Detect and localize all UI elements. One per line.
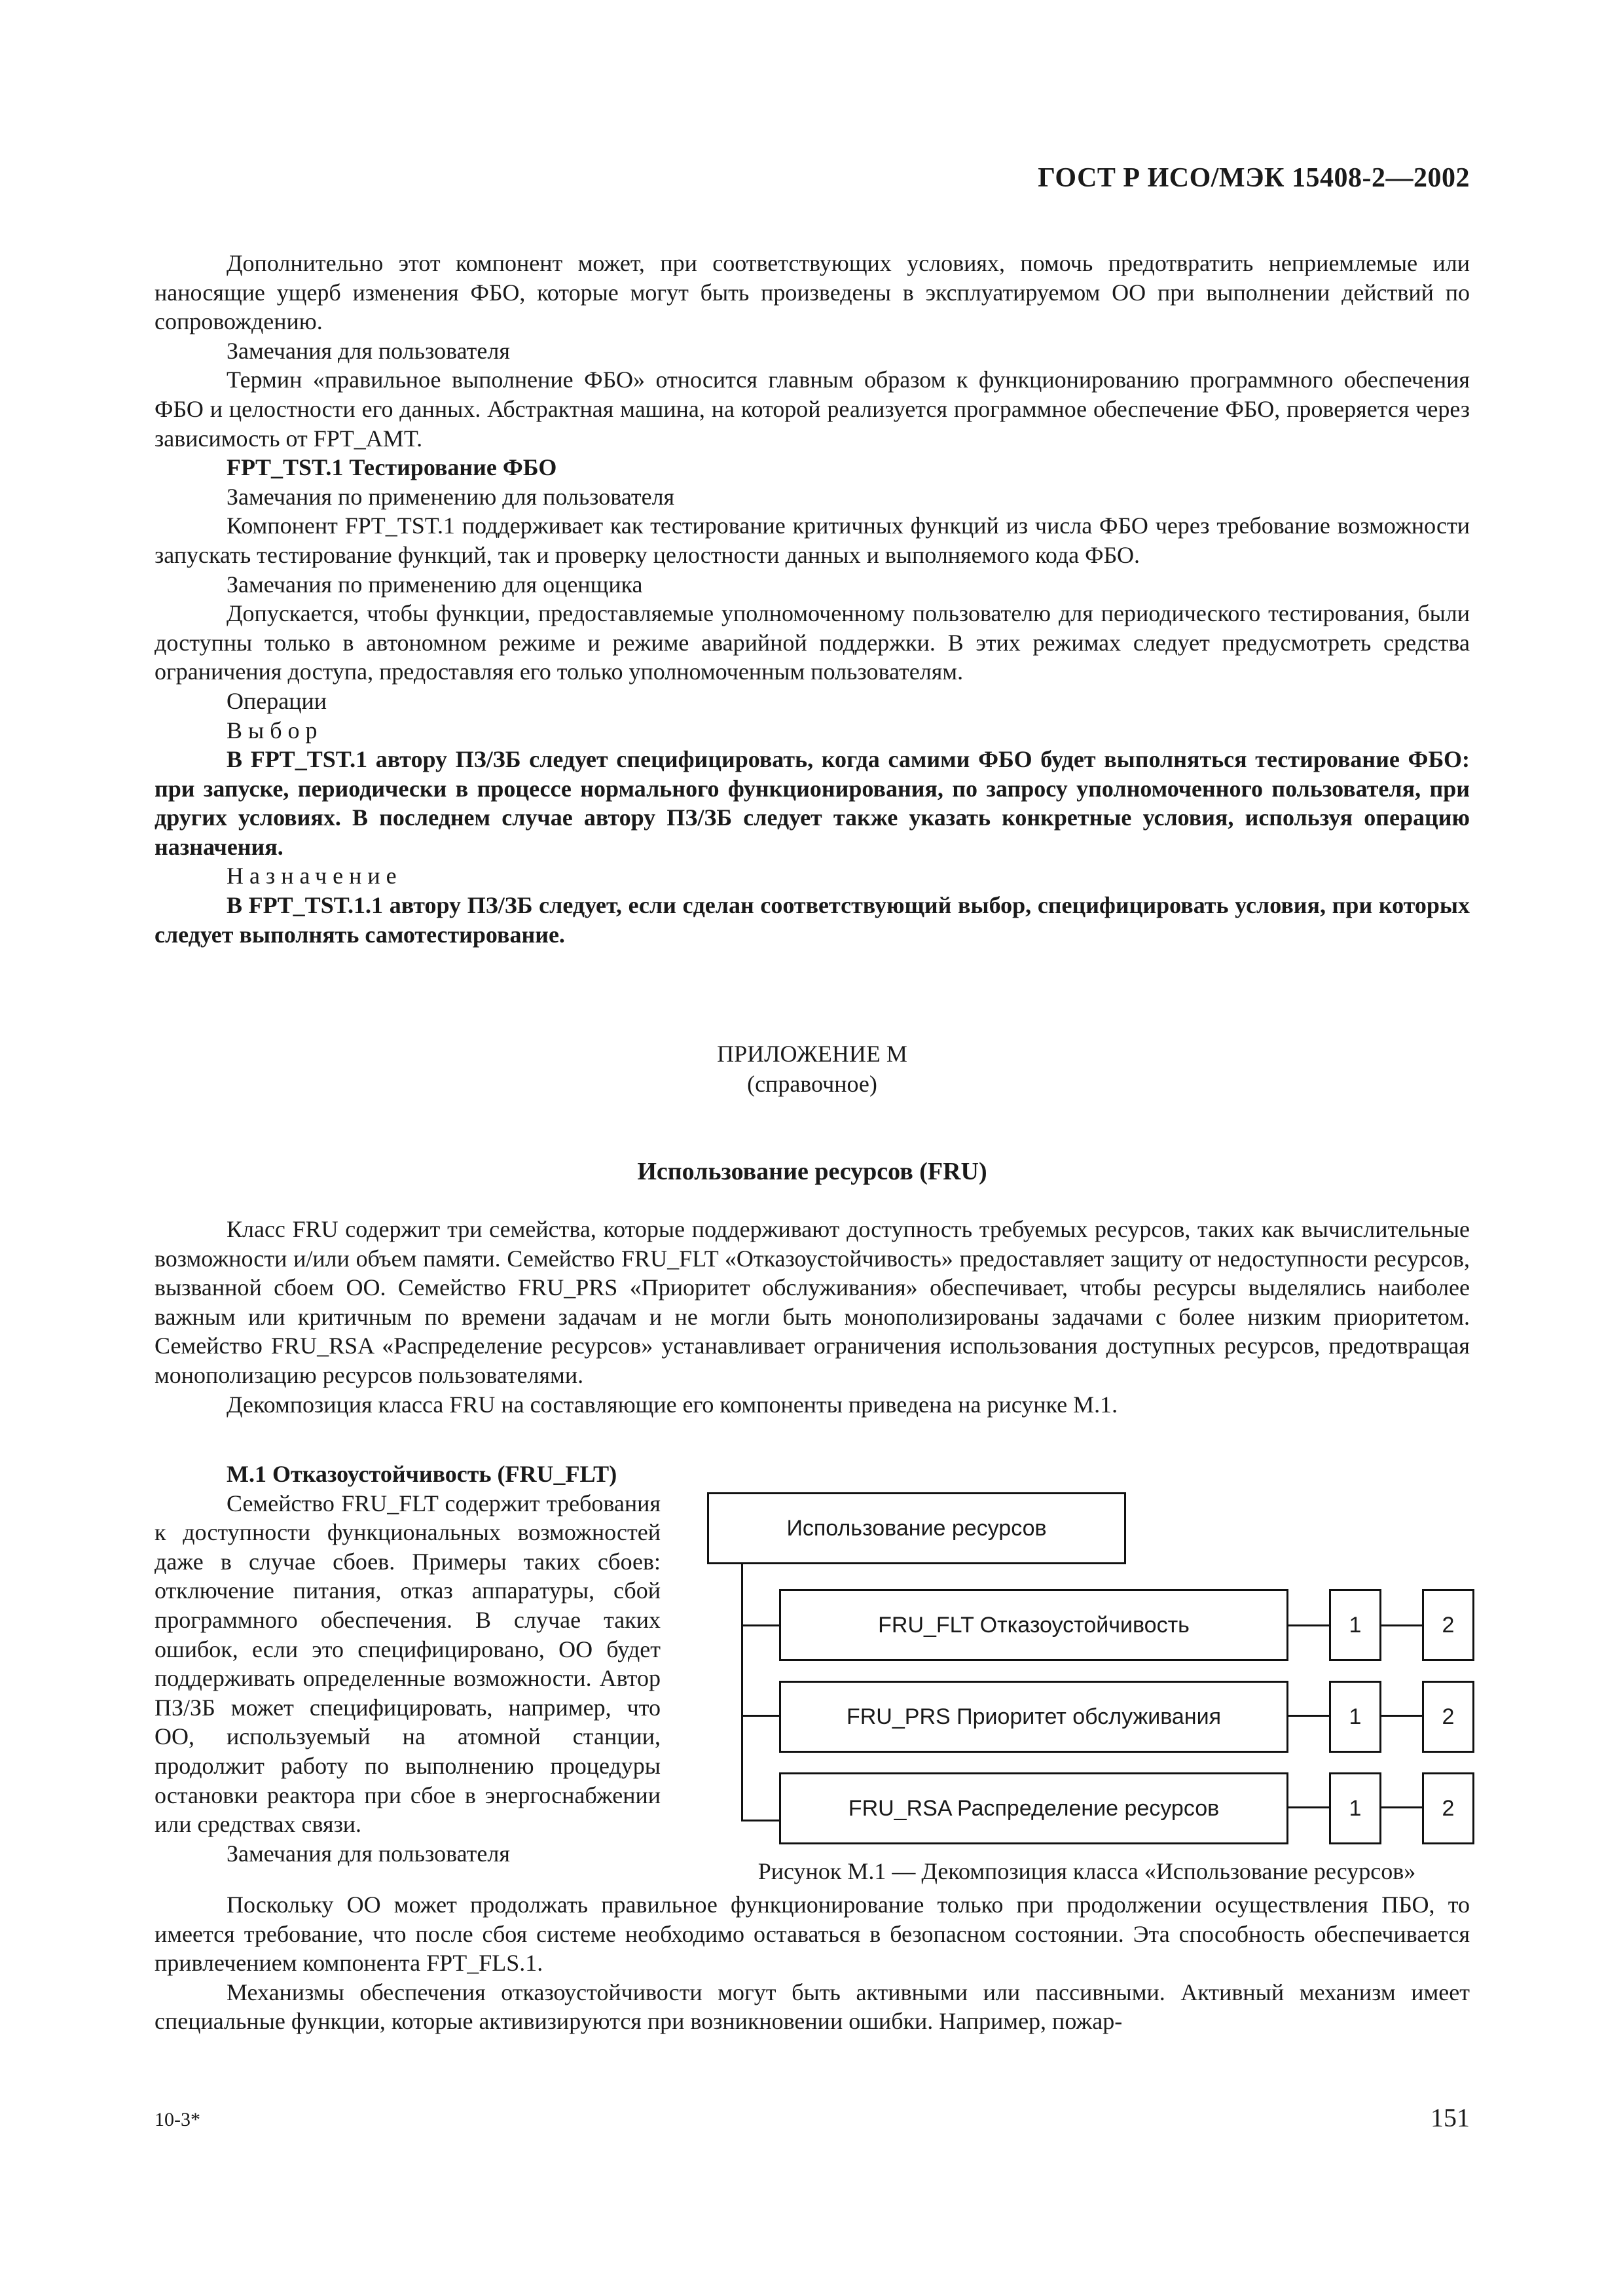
diagram-family-box: FRU_RSA Распределение ресурсов	[779, 1772, 1288, 1844]
section-title: Использование ресурсов (FRU)	[637, 1158, 987, 1185]
paragraph: Замечания по применению для оценщика	[227, 571, 643, 598]
section-heading: FPT_TST.1 Тестирование ФБО	[227, 454, 557, 481]
connector	[1288, 1806, 1329, 1808]
paragraph: Замечания для пользователя	[227, 337, 510, 364]
paragraph: Допускается, чтобы функции, предоставляемые уполномоченному пользователю для периодического тестирования, были доступны только в автономном режиме и режиме аварийной поддержки. В этих режимах следует предусмотреть средства ограничения доступа, предоставляя его только уполномоченным пользователям.	[155, 600, 1470, 685]
paragraph: Семейство FRU_FLT содержит требования к доступности функциональных возможностей даже в случае сбоев. Примеры таких сбоев: отключение питания, отказ аппаратуры, сбой программного обеспечения. В случае таких ошибок, если это специфицировано, ОО будет поддерживать определенные возможности. Автор ПЗ/ЗБ может специфицировать, например, что ОО, используемый на атомной станции, продолжит работу по выполнению процедуры остановки реактора при сбое в энергоснабжении или средствах связи.	[155, 1490, 661, 1838]
paragraph: Назначение	[227, 863, 403, 889]
paragraph: В FPT_TST.1 автору ПЗ/ЗБ следует специфицировать, когда самими ФБО будет выполняться тестирование ФБО: при запуске, периодически в процессе нормального функционирования, по запросу уполномоченного пользователя, при других условиях. В последнем случае автору ПЗ/ЗБ следует также указать конкретные условия, используя операцию назначения.	[155, 746, 1470, 860]
intro-text-block	[155, 1215, 1470, 1419]
paragraph: Механизмы обеспечения отказоустойчивости могут быть активными или пассивными. Активный механизм имеет специальные функции, которые активизируются при возникновении ошибки. Например, пожар-	[155, 1979, 1470, 2035]
paragraph: Термин «правильное выполнение ФБО» относится главным образом к функционированию программного обеспечения ФБО и целостности его данных. Абстрактная машина, на которой реализуется программное обеспечение ФБО, проверяется через зависимость от FPT_AMT.	[155, 367, 1470, 452]
diagram-level-box: 1	[1329, 1772, 1381, 1844]
paragraph: Замечания по применению для пользователя	[227, 483, 675, 510]
diagram-family-box: FRU_FLT Отказоустойчивость	[779, 1589, 1288, 1661]
page-header: ГОСТ Р ИСО/МЭК 15408-2—2002	[1038, 163, 1470, 193]
figure-caption: Рисунок М.1 — Декомпозиция класса «Использование ресурсов»	[757, 1858, 1416, 1884]
paragraph: Класс FRU содержит три семейства, которые поддерживают доступность требуемых ресурсов, таких как вычислительные возможности и/или объем памяти. Семейство FRU_FLT «Отказоустойчивость» предоставляет защиту от недоступности ресурсов, вызванной сбоем ОО. Семейство FRU_PRS «Приоритет обслуживания» обеспечивает, чтобы ресурсы выделялись наиболее важным или критичным по времени задачам и не могли быть монополизированы задачами с более низким приоритетом. Семейство FRU_RSA «Распределение ресурсов» устанавливает ограничения использования доступных ресурсов, предотвращая монополизацию ресурсов пользователями.	[155, 1216, 1470, 1388]
paragraph: Компонент FPT_TST.1 поддерживает как тестирование критичных функций из числа ФБО через требование возможности запускать тестирование функций, так и проверку целостности данных и выполняемого кода ФБО.	[155, 512, 1470, 568]
left-column	[155, 1460, 661, 1868]
bottom-text-block	[155, 1890, 1470, 2036]
paragraph: Поскольку ОО может продолжать правильное функционирование только при продолжении осуществления ПБО, то имеется требование, что после сбоя системе необходимо оставаться в безопасном состоянии. Эта способность обеспечивается привлечением компонента FPT_FLS.1.	[155, 1892, 1470, 1977]
diagram-level-box: 2	[1422, 1589, 1474, 1661]
paragraph: Дополнительно этот компонент может, при соответствующих условиях, помочь предотвратить неприемлемые или наносящие ущерб изменения ФБО, которые могут быть произведены в эксплуатируемом ОО при выполнении действий по сопровождению.	[155, 250, 1470, 335]
diagram-family-box: FRU_PRS Приоритет обслуживания	[779, 1681, 1288, 1753]
paragraph: Выбор	[227, 717, 323, 744]
connector	[1288, 1715, 1329, 1717]
diagram-root-box: Использование ресурсов	[707, 1492, 1126, 1564]
connector	[1381, 1624, 1422, 1626]
diagram-level-box: 2	[1422, 1772, 1474, 1844]
paragraph: В FPT_TST.1.1 автору ПЗ/ЗБ следует, если сделан соответствующий выбор, специфицировать условия, при которых следует выполнять самотестирование.	[155, 892, 1470, 948]
connector	[1381, 1715, 1422, 1717]
diagram-level-box: 1	[1329, 1589, 1381, 1661]
appendix-type: (справочное)	[747, 1071, 877, 1097]
figure-diagram	[694, 1479, 1480, 1846]
paragraph: Операции	[227, 687, 327, 714]
connector	[741, 1564, 743, 1821]
appendix-label: ПРИЛОЖЕНИЕ М	[717, 1041, 907, 1067]
diagram-level-box: 1	[1329, 1681, 1381, 1753]
footer-mark: 10-3*	[155, 2109, 200, 2130]
top-text-block	[155, 249, 1470, 949]
connector	[1381, 1806, 1422, 1808]
subsection-heading: М.1 Отказоустойчивость (FRU_FLT)	[227, 1461, 617, 1487]
connector	[1288, 1624, 1329, 1626]
page-number: 151	[1431, 2103, 1470, 2132]
diagram-level-box: 2	[1422, 1681, 1474, 1753]
paragraph: Замечания для пользователя	[227, 1840, 510, 1867]
paragraph: Декомпозиция класса FRU на составляющие его компоненты приведена на рисунке М.1.	[227, 1391, 1118, 1418]
